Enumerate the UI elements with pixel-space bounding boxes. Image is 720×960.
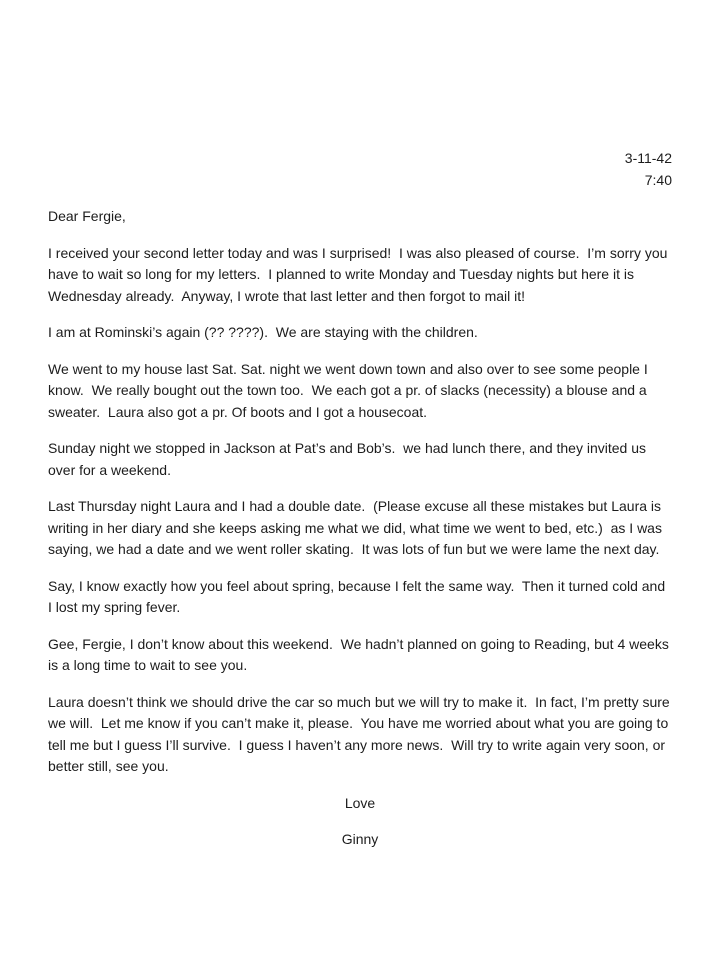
- signature: Ginny: [341, 831, 379, 847]
- letter-paragraph: Sunday night we stopped in Jackson at Pat’s and Bob’s. we had lunch there, and they invited us over for a weekend.: [48, 440, 650, 478]
- letter-paragraph: Last Thursday night Laura and I had a double date. (Please excuse all these mistakes but Laura is writing in her diary and she keeps asking me what we did, what time we went to bed, etc.) as I was saying, we had a date and we went roller skating. It was lots of fun but we were lame the next day.: [48, 498, 666, 557]
- letter-paragraph: Gee, Fergie, I don’t know about this weekend. We hadn’t planned on going to Reading, but 4 weeks is a long time to wait to see you.: [48, 635, 673, 673]
- date-block: [48, 148, 672, 191]
- date-line: 3-11-42: [624, 150, 672, 166]
- closing: Love: [344, 794, 376, 811]
- salutation: Dear Fergie,: [48, 208, 126, 224]
- letter-paragraph: Say, I know exactly how you feel about spring, because I felt the same way. Then it turned cold and I lost my spring fever.: [48, 577, 670, 615]
- letter-paragraph: Laura doesn’t think we should drive the car so much but we will try to make it. In fact, I’m pretty sure we will. Let me know if you can’t make it, please. You have me worried about what you are going to tell me but I guess I’ll survive. I guess I haven’t any more news. Will try to write again very soon, or better still, see you.: [48, 693, 674, 774]
- time-line: 7:40: [644, 171, 672, 188]
- letter-paragraph: I received your second letter today and was I surprised! I was also pleased of course. I’m sorry you have to wait so long for my letters. I planned to write Monday and Tuesday nights but here it is Wednesday already. Anyway, I wrote that last letter and then forgot to mail it!: [48, 244, 672, 304]
- letter-paragraph: I am at Rominski’s again (?? ????). We are staying with the children.: [48, 324, 478, 340]
- letter-paragraph: We went to my house last Sat. Sat. night we went down town and also over to see some people I know. We really bought out the town too. We each got a pr. of slacks (necessity) a blouse and a sweater. Laura also got a pr. Of boots and I got a housecoat.: [48, 360, 652, 420]
